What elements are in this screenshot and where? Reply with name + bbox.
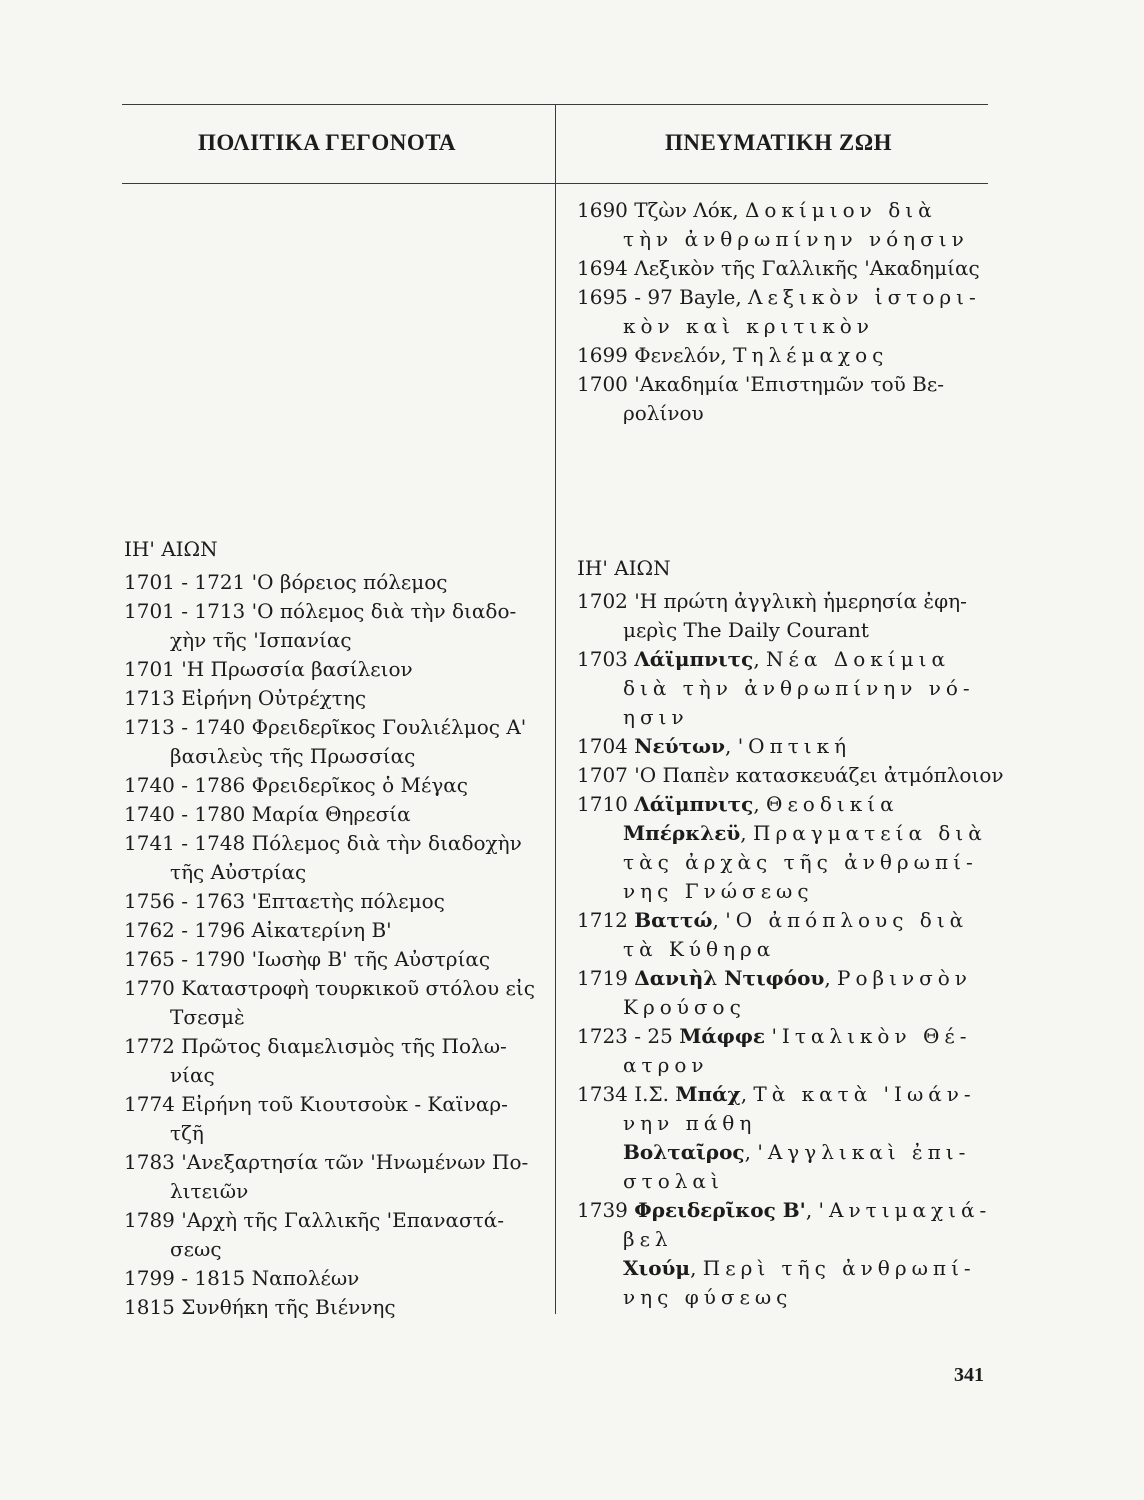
intellectual-event-line <box>577 790 997 819</box>
political-events-list <box>124 568 548 1322</box>
intellectual-life-column <box>577 196 997 428</box>
intellectual-event-line <box>577 196 997 225</box>
right-column-title: ΠΝΕΥΜΑΤΙΚΗ ΖΩΗ <box>665 130 893 155</box>
work-title: Νέα Δοκίμια <box>766 647 950 671</box>
entry-text: , <box>724 734 738 758</box>
political-event-line: 1713 Εἰρήνη Οὐτρέχτης <box>124 686 367 710</box>
entry-text: 1703 <box>577 647 635 671</box>
person-name: Φρειδερῖκος Β' <box>634 1198 806 1222</box>
work-title: 'Ο ἀπόπλους διὰ <box>725 908 969 932</box>
political-event-line: 1741 - 1748 Πόλεμος διὰ τὴν διαδοχὴν <box>124 831 522 855</box>
intellectual-event-line <box>577 1138 997 1167</box>
political-event-line: 1774 Εἰρήνη τοῦ Κιουτσοὺκ - Καϊναρ- <box>124 1092 508 1116</box>
entry-text: , <box>690 1256 703 1280</box>
intellectual-event-line <box>577 964 997 993</box>
political-event-line: 1740 - 1780 Μαρία Θηρεσία <box>124 802 411 826</box>
right-century-heading: ΙΗ' ΑΙΩΝ <box>577 556 671 580</box>
work-title: νης φύσεως <box>623 1285 793 1309</box>
entry-text: 1694 Λεξικὸν τῆς Γαλλικῆς 'Ακαδημίας <box>577 256 980 280</box>
intellectual-event-line <box>577 616 997 645</box>
page-number: 341 <box>954 1364 984 1386</box>
political-event-line: βασιλεὺς τῆς Πρωσσίας <box>170 744 416 768</box>
intellectual-event-line <box>577 1080 997 1109</box>
person-name: Νεύτων <box>634 734 725 758</box>
work-title: Τὰ κατὰ 'Ιωάν- <box>753 1082 976 1106</box>
political-event-line: 1770 Καταστροφὴ τουρκικοῦ στόλου εἰς <box>124 976 535 1000</box>
political-event-line: 1799 - 1815 Ναπολέων <box>124 1266 360 1290</box>
political-event-line: 1713 - 1740 Φρειδερῖκος Γουλιέλμος Α' <box>124 715 527 739</box>
work-title: κὸν καὶ κριτικὸν <box>623 314 874 338</box>
intellectual-event-line <box>577 1196 997 1225</box>
work-title: Κρούσος <box>623 995 746 1019</box>
intellectual-event-line <box>577 848 997 877</box>
intellectual-event-line <box>577 283 997 312</box>
entry-text: μερὶς The Daily Courant <box>623 618 869 642</box>
work-title: νης Γνώσεως <box>623 879 814 903</box>
intellectual-event-line <box>577 1109 997 1138</box>
person-name: Μάφφε <box>679 1024 766 1048</box>
intellectual-event-line <box>577 1051 997 1080</box>
political-event-line: 1762 - 1796 Αἰκατερίνη Β' <box>124 918 392 942</box>
intellectual-event-line <box>577 877 997 906</box>
political-event-line: 1789 'Αρχὴ τῆς Γαλλικῆς 'Επαναστά- <box>124 1208 505 1232</box>
intellectual-event-line <box>577 1022 997 1051</box>
work-title: Λεξικὸν ἱστορι- <box>748 285 981 309</box>
work-title: ησιν <box>623 705 689 729</box>
entry-text: 1710 <box>577 792 635 816</box>
intellectual-event-line <box>577 935 997 964</box>
person-name: Βαττώ <box>634 908 713 932</box>
intellectual-event-line <box>577 1225 997 1254</box>
person-name: Λάϊμπνιτς <box>634 647 754 671</box>
intellectual-event-line <box>577 225 997 254</box>
intellectual-event-line <box>577 645 997 674</box>
political-event-line: 1701 - 1721 'Ο βόρειος πόλεμος <box>124 570 448 594</box>
intellectual-event-line <box>577 906 997 935</box>
person-name: Βολταῖρος <box>623 1140 745 1164</box>
intellectual-life-18th-column <box>577 554 1004 1312</box>
entry-text: , <box>740 1082 754 1106</box>
intellectual-event-line <box>577 703 997 732</box>
intellectual-event-line <box>577 312 997 341</box>
entry-text: 1707 'Ο Παπὲν κατασκευάζει ἀτμόπλοιον <box>577 763 1004 787</box>
intellectual-event-line <box>577 1167 997 1196</box>
political-event-line: χὴν τῆς 'Ισπανίας <box>170 628 352 652</box>
political-event-line: τῆς Αὐστρίας <box>170 860 307 884</box>
political-event-line: νίας <box>170 1063 215 1087</box>
work-title: τὴν ἀνθρωπίνην νόησιν <box>623 227 969 251</box>
intellectual-event-line <box>577 732 997 761</box>
work-title: ατρον <box>623 1053 709 1077</box>
political-event-line: Τσεσμὲ <box>170 1005 245 1029</box>
political-event-line: 1772 Πρῶτος διαμελισμὸς τῆς Πολω- <box>124 1034 507 1058</box>
entry-text: 1695 - 97 Bayle, <box>577 285 749 309</box>
work-title: Περὶ τῆς ἀνθρωπί- <box>702 1256 976 1280</box>
entry-text: , <box>805 1198 819 1222</box>
work-title: στολαὶ <box>623 1169 724 1193</box>
political-event-line: 1756 - 1763 'Επταετὴς πόλεμος <box>124 889 445 913</box>
work-title: νην πάθη <box>623 1111 757 1135</box>
work-title: 'Ιταλικὸν Θέ- <box>771 1024 972 1048</box>
entry-text: 1719 <box>577 966 635 990</box>
column-divider <box>555 104 556 1314</box>
work-title: 'Αντιμαχιά- <box>818 1198 992 1222</box>
political-events-column <box>124 535 548 1322</box>
intellectual-event-line <box>577 674 997 703</box>
entry-text: 1690 Τζὼν Λόκ, <box>577 198 745 222</box>
seventeenth-century-list <box>577 196 997 428</box>
political-event-line: 1765 - 1790 'Ιωσὴφ Β' τῆς Αὐστρίας <box>124 947 491 971</box>
entry-text: , <box>744 1140 758 1164</box>
person-name: Δανιὴλ Ντιφόου <box>634 966 825 990</box>
person-name: Μπέρκλεϋ <box>623 821 741 845</box>
intellectual-event-line <box>577 993 997 1022</box>
person-name: Λάϊμπνιτς <box>634 792 754 816</box>
work-title: 'Αγγλικαὶ ἐπι- <box>757 1140 971 1164</box>
intellectual-event-line <box>577 819 997 848</box>
entry-text: 1739 <box>577 1198 635 1222</box>
intellectual-event-line <box>577 341 997 370</box>
political-event-line: λιτειῶν <box>170 1179 249 1203</box>
political-event-line: 1815 Συνθήκη τῆς Βιέννης <box>124 1295 396 1319</box>
work-title: διὰ τὴν ἀνθρωπίνην νό- <box>623 676 975 700</box>
entry-text: 1734 Ι.Σ. <box>577 1082 676 1106</box>
person-name: Χιούμ <box>623 1256 691 1280</box>
entry-text: , <box>824 966 838 990</box>
political-event-line: 1701 'Η Πρωσσία βασίλειον <box>124 657 413 681</box>
intellectual-event-line <box>577 1254 997 1283</box>
political-event-line: 1783 'Ανεξαρτησία τῶν 'Ηνωμένων Πο- <box>124 1150 529 1174</box>
intellectual-event-line <box>577 587 997 616</box>
work-title: τὰς ἀρχὰς τῆς ἀνθρωπί- <box>623 850 978 874</box>
person-name: Μπάχ <box>675 1082 741 1106</box>
work-title: 'Οπτική <box>737 734 852 758</box>
entry-text: ρολίνου <box>623 401 704 425</box>
entry-text: 1723 - 25 <box>577 1024 680 1048</box>
intellectual-event-line <box>577 761 1004 790</box>
intellectual-event-line <box>577 399 997 428</box>
left-century-heading: ΙΗ' ΑΙΩΝ <box>124 537 218 561</box>
work-title: τὰ Κύθηρα <box>623 937 776 961</box>
entry-text: , <box>753 647 767 671</box>
entry-text: 1699 Φενελόν, <box>577 343 734 367</box>
intellectual-event-line <box>577 254 997 283</box>
political-event-line: 1740 - 1786 Φρειδερῖκος ὁ Μέγας <box>124 773 468 797</box>
political-event-line: 1701 - 1713 'Ο πόλεμος διὰ τὴν διαδο- <box>124 599 517 623</box>
entry-text: , <box>712 908 726 932</box>
entry-text: 1704 <box>577 734 635 758</box>
work-title: Δοκίμιον διὰ <box>744 198 937 222</box>
entry-text: 1702 'Η πρώτη ἀγγλικὴ ἡμερησία ἐφη- <box>577 589 967 613</box>
work-title: Θεοδικία <box>766 792 899 816</box>
political-event-line: σεως <box>170 1237 222 1261</box>
entry-text: , <box>740 821 754 845</box>
entry-text: 1700 'Ακαδημία 'Επιστημῶν τοῦ Βε- <box>577 372 944 396</box>
work-title: βελ <box>623 1227 673 1251</box>
work-title: Πραγματεία διὰ <box>753 821 987 845</box>
work-title: Τηλέμαχος <box>733 343 889 367</box>
entry-text: , <box>753 792 767 816</box>
intellectual-event-line <box>577 1283 997 1312</box>
political-event-line: τζῆ <box>170 1121 204 1145</box>
eighteenth-century-list <box>577 587 1004 1312</box>
left-column-title: ΠΟΛΙΤΙΚΑ ΓΕΓΟΝΟΤΑ <box>198 130 457 155</box>
intellectual-event-line <box>577 370 997 399</box>
work-title: Ροβινσὸν <box>837 966 972 990</box>
entry-text: 1712 <box>577 908 635 932</box>
